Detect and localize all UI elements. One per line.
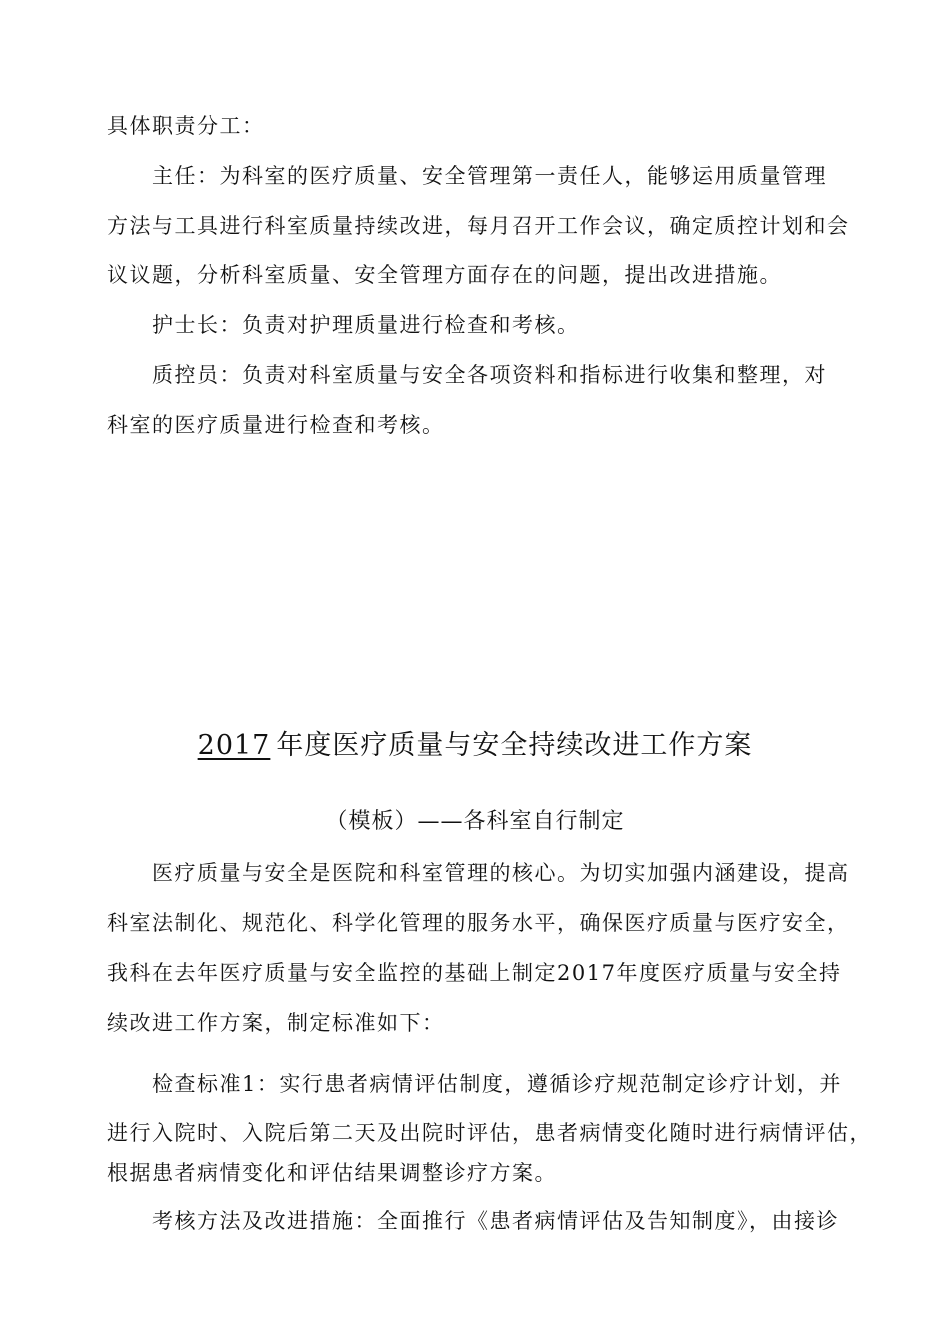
intro-line-1: 医疗质量与安全是医院和科室管理的核心。为切实加强内涵建设，提高 (152, 861, 850, 885)
director-duty-line-2: 方法与工具进行科室质量持续改进，每月召开工作会议，确定质控计划和会 (107, 214, 850, 238)
intro-line-4: 续改进工作方案，制定标准如下： (107, 1011, 445, 1035)
director-duty-line-1: 主任：为科室的医疗质量、安全管理第一责任人，能够运用质量管理 (152, 164, 827, 188)
head-nurse-duty: 护士长：负责对护理质量进行检查和考核。 (152, 313, 580, 337)
standard1-line-1: 检查标准1：实行患者病情评估制度，遵循诊疗规范制定诊疗计划，并 (152, 1072, 842, 1096)
assessment-method-line: 考核方法及改进措施：全面推行《患者病情评估及告知制度》，由接诊 (152, 1209, 839, 1233)
plan-title (0, 729, 950, 763)
director-duty-line-3: 议议题，分析科室质量、安全管理方面存在的问题，提出改进措施。 (107, 263, 782, 287)
plan-subtitle: （模板）——各科室自行制定 (325, 809, 625, 834)
intro-line-3: 我科在去年医疗质量与安全监控的基础上制定2017年度医疗质量与安全持 (107, 961, 842, 985)
plan-title-year: 2017 (197, 730, 271, 761)
duties-heading: 具体职责分工： (107, 114, 265, 138)
standard1-line-2: 进行入院时、入院后第二天及出院时评估，患者病情变化随时进行病情评估， (107, 1121, 872, 1145)
qc-officer-duty-line-1: 质控员：负责对科室质量与安全各项资料和指标进行收集和整理，对 (152, 363, 827, 387)
intro-line-2: 科室法制化、规范化、科学化管理的服务水平，确保医疗质量与医疗安全， (107, 911, 850, 935)
plan-title-text: 年度医疗质量与安全持续改进工作方案 (276, 730, 753, 761)
qc-officer-duty-line-2: 科室的医疗质量进行检查和考核。 (107, 413, 445, 437)
standard1-line-3: 根据患者病情变化和评估结果调整诊疗方案。 (107, 1161, 557, 1185)
